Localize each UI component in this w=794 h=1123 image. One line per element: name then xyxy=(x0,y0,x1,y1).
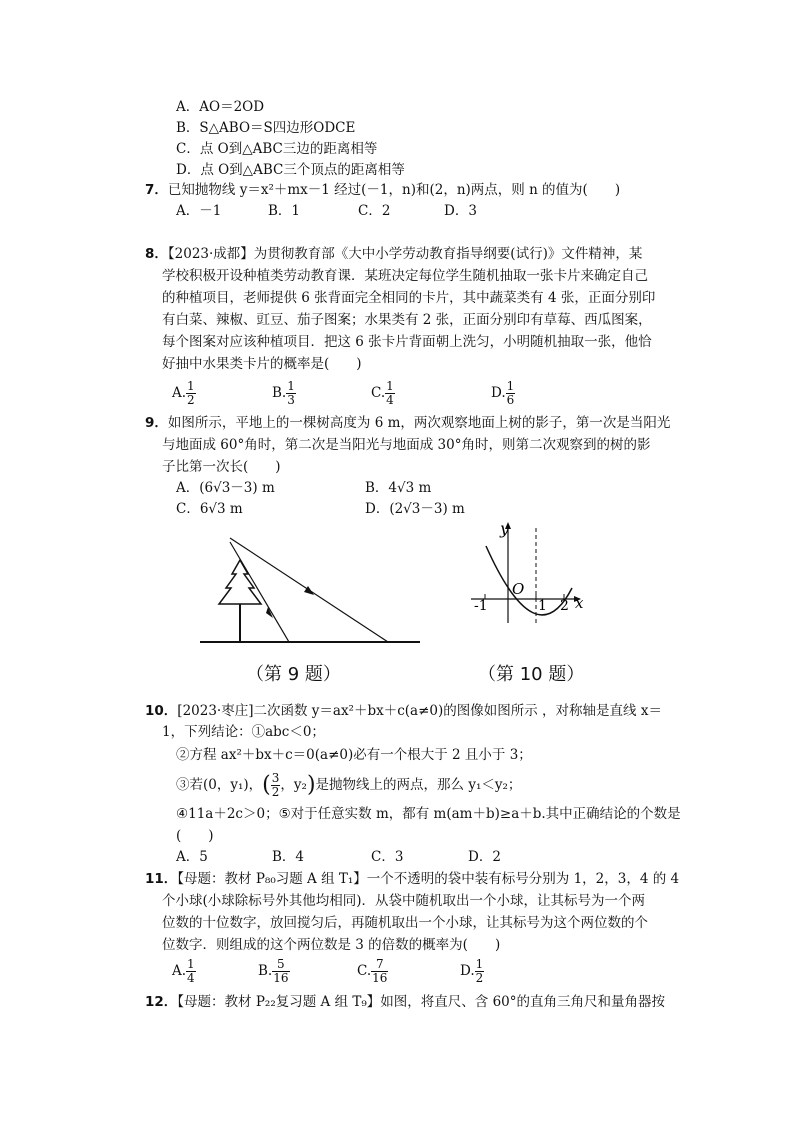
denominator: 2 xyxy=(187,393,195,407)
tick-label-1: 1 xyxy=(538,598,547,614)
q11-line-1 xyxy=(145,869,679,889)
numerator: 1 xyxy=(506,379,515,393)
q10-point-2-y: y₂ xyxy=(293,777,307,793)
option-letter: C. xyxy=(371,385,386,401)
q6-option-c: C．点 O到△ABC三边的距离相等 xyxy=(176,141,378,157)
q9-text: 如图所示，平地上的一棵树高度为 6 m，两次观察地面上树的影子，第一次是当阳光 xyxy=(167,415,671,431)
numerator: 7 xyxy=(371,958,388,972)
q8-option-c xyxy=(371,380,395,407)
q10-text: [2023·枣庄]二次函数 y＝ax²＋bx＋c(a≠0)的图像如图所示 ，对称轴是直线 x＝ xyxy=(177,703,662,719)
q9-option-d: D．(2√3－3) m xyxy=(365,501,465,517)
fraction xyxy=(272,958,289,985)
q7-number: 7． xyxy=(145,182,168,198)
q7-option-d: D．3 xyxy=(444,203,477,219)
option-letter: B. xyxy=(258,963,273,979)
q9-line-3: 子比第一次长( ) xyxy=(162,459,281,475)
denominator: 16 xyxy=(372,971,388,985)
q9-line-2: 与地面成 60°角时，第二次是当阳光与地面成 30°角时，则第二次观察到的树的影 xyxy=(162,437,651,453)
q7-option-c: C．2 xyxy=(358,203,391,219)
fraction xyxy=(475,958,485,985)
numerator: 1 xyxy=(287,379,295,393)
fraction xyxy=(506,380,516,407)
q10-line-1 xyxy=(145,701,662,721)
denominator: 4 xyxy=(187,971,195,985)
figure-9-diagram xyxy=(200,520,430,650)
q8-line-5: 每个图案对应该种植项目．把这 6 张卡片背面朝上洗匀，小明随机抽取一张，他恰 xyxy=(162,334,652,350)
option-letter: A. xyxy=(172,385,187,401)
x-axis-label: x xyxy=(575,594,584,612)
denominator: 2 xyxy=(271,785,280,799)
q10-line-5: ④11a＋2c＞0；⑤对于任意实数 m，都有 m(am＋b)≥a＋b.其中正确结论的个数是 xyxy=(176,806,681,822)
q11-option-c xyxy=(357,958,388,985)
fraction xyxy=(385,380,395,407)
q8-line-6: 好抽中水果类卡片的概率是( ) xyxy=(162,356,362,372)
q7-stem-line xyxy=(145,180,620,200)
numerator: 1 xyxy=(187,379,195,393)
q10-line-6: ( ) xyxy=(176,828,214,844)
tree-crown xyxy=(219,560,261,604)
q6-option-a: A．AO＝2OD xyxy=(176,99,265,115)
figure-10-caption: （第 10 题） xyxy=(478,664,585,685)
q10-option-a: A．5 xyxy=(176,849,208,865)
q10-line-3: ②方程 ax²＋bx＋c＝0(a≠0)必有一个根大于 2 且小于 3； xyxy=(176,747,532,763)
q7-option-a: A．－1 xyxy=(176,203,222,219)
q10-line-4: ③若(0，y₁)，( $\frac{3}{2}$ ，y₂)是抛物线上的两点，那么 y₁＜y₂； xyxy=(176,771,522,799)
q10-number: 10． xyxy=(145,703,178,719)
q11-option-a xyxy=(172,958,196,985)
q8-option-a xyxy=(172,380,196,407)
q7-stem: 已知抛物线 y＝x²＋mx－1 经过(－1，n)和(2，n)两点，则 n 的值为( ) xyxy=(167,182,621,198)
q11-option-d xyxy=(460,958,484,985)
q10-line-2: 1，下列结论：①abc＜0； xyxy=(162,724,325,740)
q8-option-b xyxy=(272,380,296,407)
q10-option-d: D．2 xyxy=(468,849,501,865)
denominator: 2 xyxy=(475,971,484,985)
q6-option-b: B．S△ABO＝S四边形ODCE xyxy=(176,120,356,136)
q7-option-b: B．1 xyxy=(268,203,301,219)
y-axis-label: y xyxy=(500,519,510,538)
q10-option-c: C．3 xyxy=(371,849,404,865)
denominator: 4 xyxy=(386,393,394,407)
q11-number: 11． xyxy=(145,871,178,887)
q9-line-1 xyxy=(145,413,670,433)
tick-label-2: 2 xyxy=(560,598,569,614)
q8-line-2: 学校积极开设种植类劳动教育课．某班决定每位学生随机抽取一张卡片来确定自己 xyxy=(162,268,648,284)
q8-number: 8． xyxy=(145,246,168,262)
q11-text: 【母题：教材 P₈₀习题 A 组 T₁】一个不透明的袋中装有标号分别为 1，2，3，4 的 4 xyxy=(177,871,680,887)
numerator: 1 xyxy=(187,957,195,971)
q12-line-1 xyxy=(145,992,665,1012)
option-letter: D. xyxy=(491,385,506,401)
q10-line-4-rest: 是抛物线上的两点，那么 y₁＜y₂； xyxy=(315,777,522,793)
option-letter: A. xyxy=(172,963,187,979)
numerator: 3 xyxy=(271,771,280,785)
q11-line-4: 位数字．则组成的这个两位数是 3 的倍数的概率为( ) xyxy=(162,937,501,953)
figure-9-caption: （第 9 题） xyxy=(246,664,341,685)
denominator: 16 xyxy=(273,971,289,985)
q11-option-b xyxy=(258,958,290,985)
tick-label-neg1: -1 xyxy=(474,598,488,614)
q8-text: 【2023·成都】为贯彻教育部《大中小学劳动教育指导纲要(试行)》文件精神，某 xyxy=(167,246,643,262)
q8-line-4: 有白菜、辣椒、豇豆、茄子图案；水果类有 2 张，正面分别印有草莓、西瓜图案， xyxy=(162,312,652,328)
denominator: 3 xyxy=(287,393,295,407)
option-letter: C. xyxy=(357,963,372,979)
denominator: 6 xyxy=(506,393,515,407)
numerator: 1 xyxy=(386,379,394,393)
q12-number: 12． xyxy=(145,994,178,1010)
fraction xyxy=(186,958,196,985)
fraction xyxy=(371,958,388,985)
q11-line-2: 个小球(小球除标号外其他均相同)．从袋中随机取出一个小球，让其标号为一个两 xyxy=(162,893,646,909)
numerator: 5 xyxy=(272,958,289,972)
option-letter: B. xyxy=(272,385,287,401)
q9-option-c: C．6√3 m xyxy=(176,501,243,517)
numerator: 1 xyxy=(475,957,484,971)
fraction xyxy=(271,772,281,799)
fraction xyxy=(286,380,296,407)
q12-text: 【母题：教材 P₂₂复习题 A 组 T₉】如图，将直尺、含 60°的直角三角尺和量角器按 xyxy=(177,994,666,1010)
q10-option-b: B．4 xyxy=(272,849,305,865)
q9-option-b: B．4√3 m xyxy=(365,480,432,496)
q8-option-d xyxy=(491,380,515,407)
fraction xyxy=(186,380,196,407)
q6-option-d: D．点 O到△ABC三个顶点的距离相等 xyxy=(176,162,405,178)
figure-10-graph xyxy=(468,518,588,628)
q10-point-1: ③若(0，y₁)， xyxy=(176,777,263,793)
option-letter: D. xyxy=(460,963,475,979)
q8-line-1 xyxy=(145,244,642,264)
q8-line-3: 的种植项目，老师提供 6 张背面完全相同的卡片，其中蔬菜类有 4 张，正面分别印 xyxy=(162,290,656,306)
q9-option-a: A．(6√3－3) m xyxy=(176,480,275,496)
q9-number: 9． xyxy=(145,415,168,431)
origin-label: O xyxy=(512,580,525,598)
q11-line-3: 位数的十位数字，放回搅匀后，再随机取出一个小球，让其标号为这个两位数的个 xyxy=(162,915,648,931)
